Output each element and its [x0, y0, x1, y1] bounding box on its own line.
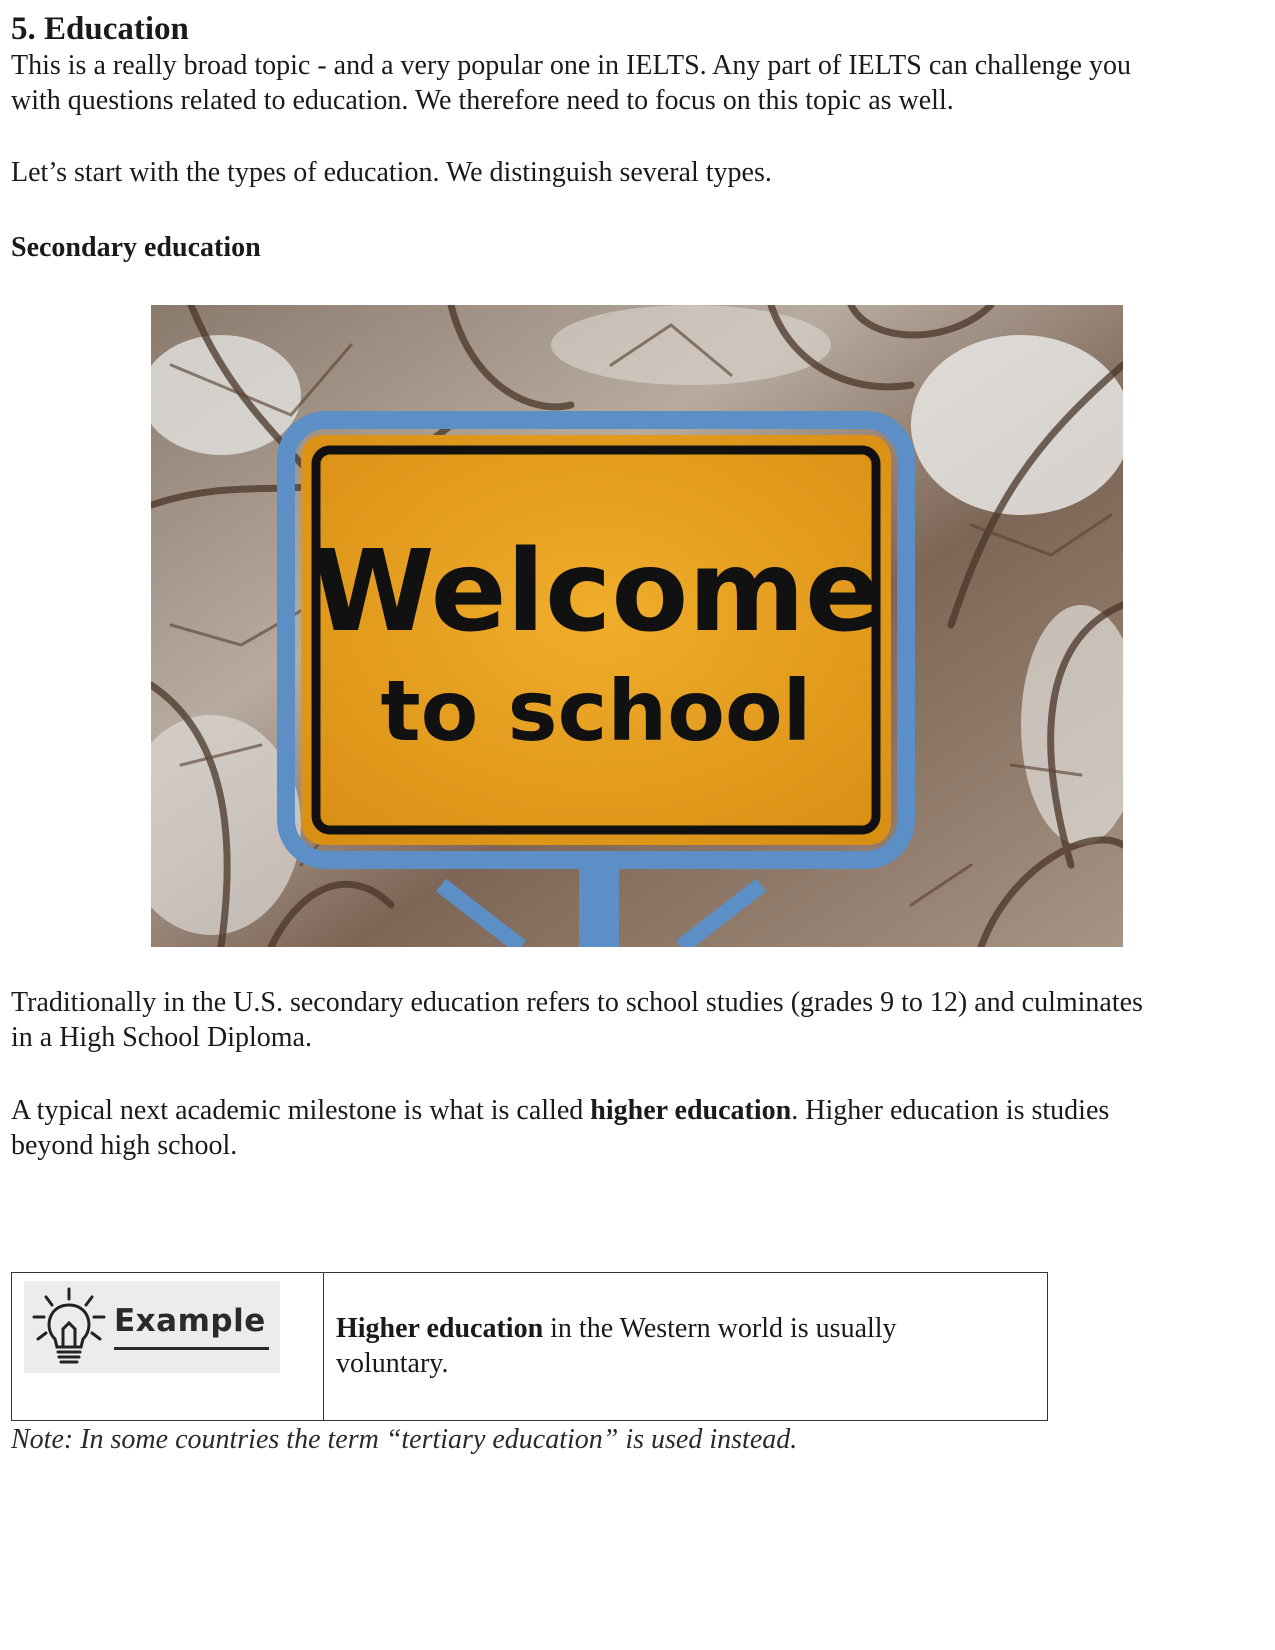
higher-bold-term: higher education	[590, 1095, 792, 1126]
sign-text-to-school: to school	[380, 662, 812, 760]
example-badge-cell	[12, 1273, 324, 1420]
secondary-line-1: Traditionally in the U.S. secondary education refers to school studies (grades 9 to 12) and culminates	[11, 987, 1143, 1018]
intro-paragraph	[11, 48, 1131, 118]
higher-suffix: . Higher education is studies	[791, 1095, 1110, 1126]
example-text	[336, 1311, 1026, 1381]
subheading-secondary-education: Secondary education	[11, 232, 261, 263]
higher-line-1	[11, 1093, 1109, 1128]
example-badge-label: Example	[114, 1303, 266, 1339]
lightbulb-icon	[30, 1287, 108, 1369]
secondary-paragraph	[11, 985, 1143, 1055]
example-badge-underline	[114, 1347, 269, 1350]
example-badge	[24, 1281, 280, 1373]
higher-line-2: beyond high school.	[11, 1130, 238, 1161]
section-heading: 5. Education	[11, 11, 189, 47]
example-bold-term: Higher education	[336, 1313, 544, 1344]
sign-text-welcome: Welcome	[311, 527, 881, 657]
higher-education-paragraph	[11, 1093, 1109, 1163]
intro-line-2: with questions related to education. We therefore need to focus on this topic as well.	[11, 85, 954, 116]
note-text: Note: In some countries the term “tertiary education” is used instead.	[11, 1424, 798, 1455]
secondary-line-2: in a High School Diploma.	[11, 1022, 312, 1053]
types-intro-paragraph: Let’s start with the types of education. We distinguish several types.	[11, 157, 772, 188]
welcome-to-school-photo	[151, 305, 1123, 947]
intro-line-1: This is a really broad topic - and a very popular one in IELTS. Any part of IELTS can challenge you	[11, 50, 1131, 81]
example-box	[11, 1272, 1048, 1421]
example-line-2: voluntary.	[336, 1348, 449, 1379]
example-rest: in the Western world is usually	[543, 1313, 897, 1344]
example-line-1	[336, 1311, 1026, 1346]
higher-prefix: A typical next academic milestone is what is called	[11, 1095, 591, 1126]
